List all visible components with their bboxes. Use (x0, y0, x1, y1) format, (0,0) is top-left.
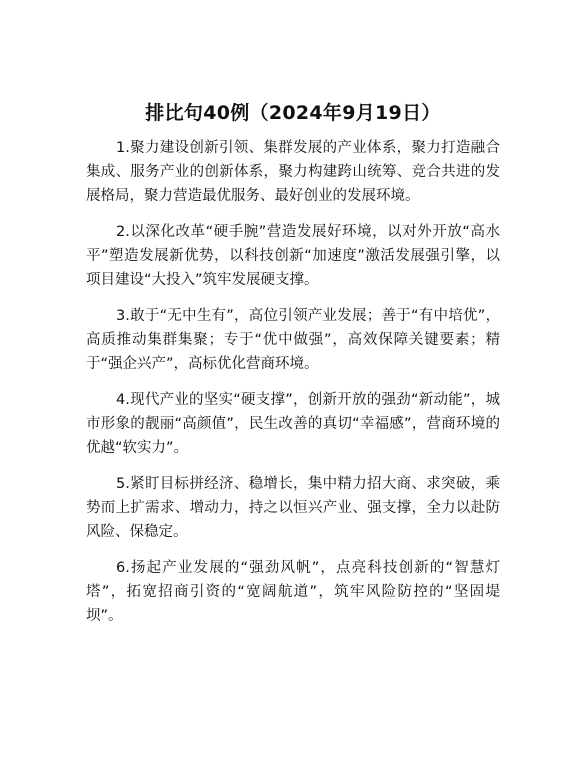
page-title: 排比句40例（2024年9月19日） (145, 102, 441, 124)
paragraph-1: 1.聚力建设创新引领、集群发展的产业体系，聚力打造融合集成、服务产业的创新体系，聚力构建跨山统筹、竞合共进的发展格局，聚力营造最优服务、最好创业的发展环境。 (86, 140, 500, 204)
paragraph-4: 4.现代产业的坚实“硬支撑”，创新开放的强劲“新动能”，城市形象的靓丽“高颜值”，民生改善的真切“幸福感”，营商环境的优越“软实力”。 (86, 392, 500, 456)
paragraph-5: 5.紧盯目标拼经济、稳增长，集中精力招大商、求突破，乘势而上扩需求、增动力，持之以恒兴产业、强支撑，全力以赴防风险、保稳定。 (86, 476, 500, 540)
paragraph-2: 2.以深化改革“硬手腕”营造发展好环境，以对外开放“高水平”塑造发展新优势，以科技创新“加速度”激活发展强引擎，以项目建设“大投入”筑牢发展硬支撑。 (86, 224, 500, 288)
paragraph-3: 3.敢于“无中生有”，高位引领产业发展；善于“有中培优”，高质推动集群集聚；专于“优中做强”，高效保障关键要素；精于“强企兴产”，高标优化营商环境。 (86, 308, 500, 372)
paragraph-6: 6.扬起产业发展的“强劲风帆”，点亮科技创新的“智慧灯塔”，拓宽招商引资的“宽阔航道”，筑牢风险防控的“坚固堤坝”。 (86, 560, 500, 624)
